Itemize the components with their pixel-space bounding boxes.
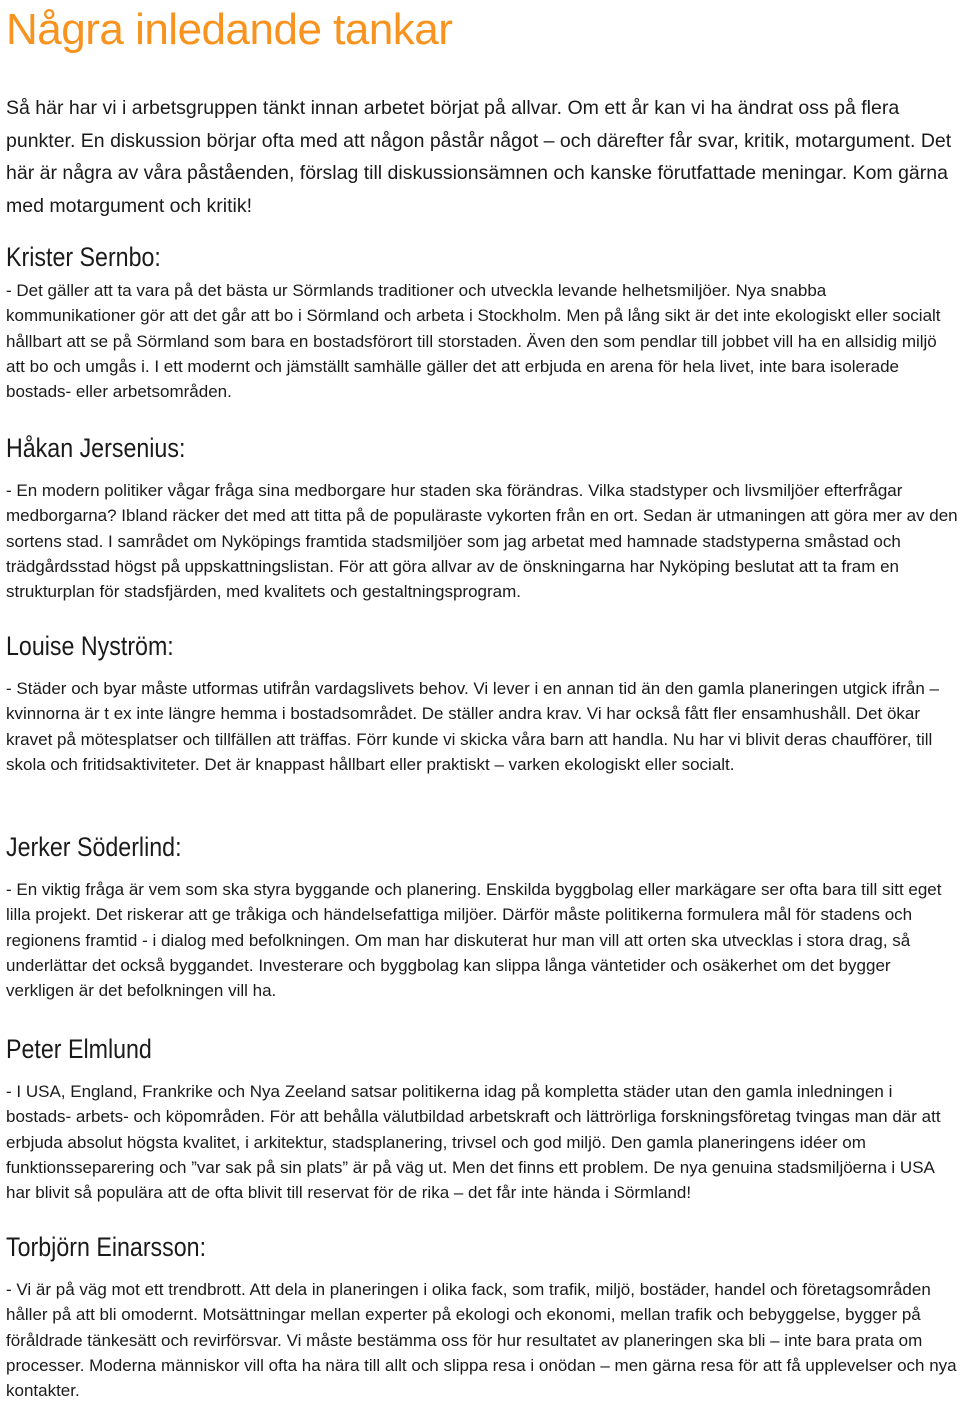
speaker-section-louise-nystrom	[6, 629, 958, 777]
speaker-section-peter-elmlund	[6, 1032, 958, 1205]
speaker-statement: - En viktig fråga är vem som ska styra byggande och planering. Enskilda byggbolag eller markägare ser ofta bara till sitt eget lilla projekt. Det riskerar att ge tråkiga och händelsefattiga miljöer. Därför måste politikerna formulera mål för stadens och regionens framtid - i dialog med befolkningen. Om man har diskuterat hur man vill att orten ska utvecklas i stora drag, så underlättar det också byggandet. Investerare och byggbolag kan slippa långa väntetider och osäkerhet om det bygger verkligen är det befolkningen vill ha.	[6, 880, 942, 1001]
speaker-name: Jerker Söderlind:	[6, 832, 182, 862]
speaker-name: Peter Elmlund	[6, 1034, 152, 1064]
speaker-name: Håkan Jersenius:	[6, 433, 186, 463]
speaker-section-jerker-soderlind	[6, 830, 958, 1003]
speaker-statement: - Städer och byar måste utformas utifrån vardagslivets behov. Vi lever i en annan tid än den gamla planeringen utgick ifrån – kvinnorna är t ex inte längre hemma i bostadsområdet. De ställer andra krav. Vi har också fått fler ensamhushåll. Det ökar kravet på mötesplatser och tillfällen att träffas. Förr kunde vi skicka våra barn att handla. Nu har vi blivit deras chaufförer, till skola och fritidsaktiviteter. Det är knappast hållbart eller praktiskt – varken ekologiskt eller socialt.	[6, 679, 940, 774]
page-title: Några inledande tankar	[6, 5, 453, 54]
speaker-name: Louise Nyström:	[6, 631, 174, 661]
speaker-statement: - Vi är på väg mot ett trendbrott. Att dela in planeringen i olika fack, som trafik, miljö, bostäder, handel och företagsområden håller på att bli omodernt. Motsättningar mellan experter på ekologi och ekonomi, mellan trafik och bebyggelse, bygger på föråldrade tänkesätt och revirförsvar. Vi måste bestämma oss för hur resultatet av planeringen ska bli – inte bara prata om processer. Moderna människor vill ofta ha nära till allt och slippa resa i onödan – men gärna resa för att få upplevelser och nya kontakter.	[6, 1280, 957, 1401]
speaker-section-hakan-jersenius	[6, 431, 958, 604]
speaker-section-torbjorn-einarsson	[6, 1230, 958, 1403]
speaker-statement: - Det gäller att ta vara på det bästa ur Sörmlands traditioner och utveckla levande helhetsmiljöer. Nya snabba kommunikationer gör att det går att bo i Sörmland och arbeta i Stockholm. Men på lång sikt är det inte ekologiskt eller socialt hållbart att se på Sörmland som bara en bostadsförort till storstaden. Även den som pendlar till jobbet vill ha en allsidig miljö att bo och umgås i. I ett modernt och jämställt samhälle gäller det att erbjuda en arena för hela livet, inte bara isolerade bostads- eller arbetsområden.	[6, 281, 941, 402]
intro-paragraph: Så här har vi i arbetsgruppen tänkt innan arbetet börjat på allvar. Om ett år kan vi ha ändrat oss på flera punkter. En diskussion börjar ofta med att någon påstår något – och därefter får svar, kritik, motargument. Det här är några av våra påståenden, förslag till diskussionsämnen och kanske förutfattade meningar. Kom gärna med motargument och kritik!	[6, 97, 952, 217]
speaker-statement: - En modern politiker vågar fråga sina medborgare hur staden ska förändras. Vilka stadstyper och livsmiljöer efterfrågar medborgarna? Ibland räcker det med att titta på de populäraste vykorten från en ort. Sedan är utmaningen att göra mer av den sortens stad. I samrådet om Nyköpings framtida stadsmiljöer som jag arbetat med hamnade stadstyperna småstad och trädgårdsstad högst på uppskattningslistan. För att göra allvar av de önskningarna har Nyköping beslutat att ta fram en strukturplan för stadsfjärden, med kvalitets och gestaltningsprogram.	[6, 481, 958, 602]
speaker-statement: - I USA, England, Frankrike och Nya Zeeland satsar politikerna idag på kompletta städer utan den gamla inledningen i bostads- arbets- och köpområden. För att behålla välutbildad arbetskraft och lättrörliga forskningsföretag tvingas man där att erbjuda absolut högsta kvalitet, i arkitektur, stadsplanering, trivsel och god miljö. Den gamla planeringens idéer om funktionsseparering och ”var sak på sin plats” är på väg ut. Men det finns ett problem. De nya genuina stadsmiljöerna i USA har blivit så populära att de ofta blivit till reservat för de rika – det får inte hända i Sörmland!	[6, 1082, 941, 1203]
speaker-name: Torbjörn Einarsson:	[6, 1232, 207, 1262]
speaker-name: Krister Sernbo:	[6, 242, 161, 272]
speaker-section-krister-sernbo	[6, 240, 958, 404]
